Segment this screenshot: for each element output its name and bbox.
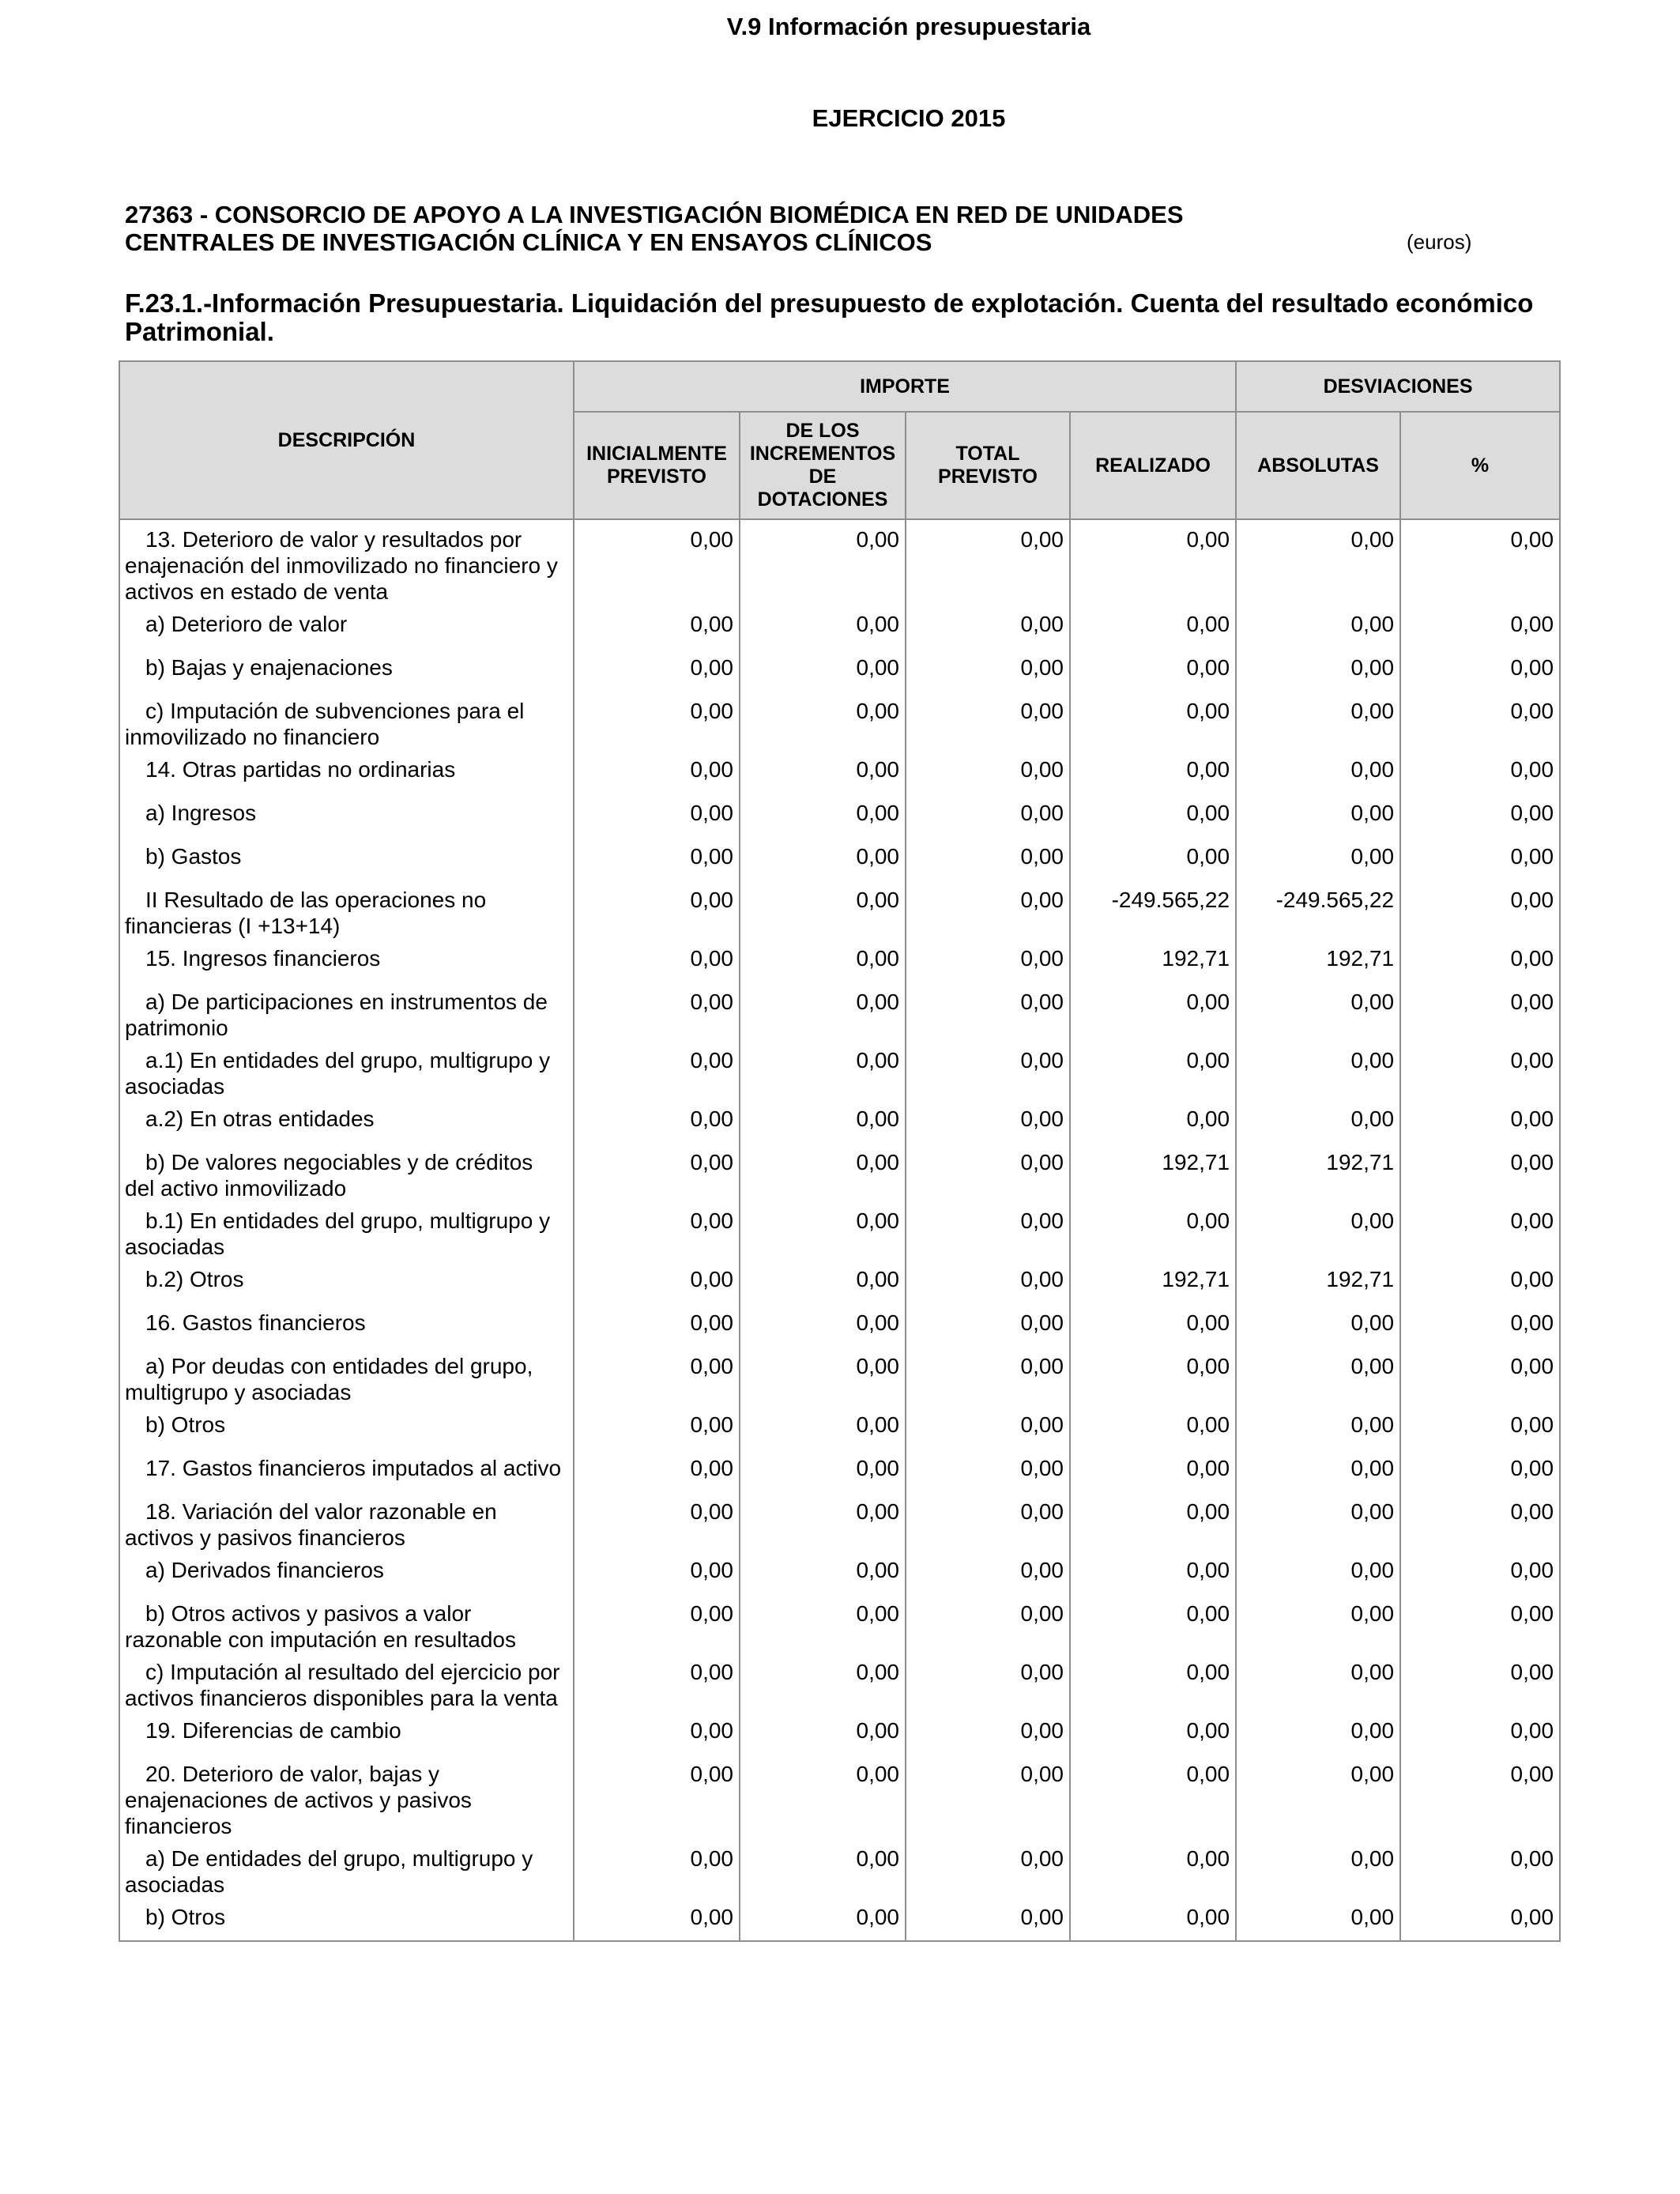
cell-incrementos: 0,00 [740, 1303, 906, 1347]
row-description [119, 1492, 574, 1551]
cell-percent: 0,00 [1400, 1653, 1560, 1711]
cell-inicialmente-previsto: 0,00 [574, 1492, 740, 1551]
cell-realizado: 0,00 [1070, 1201, 1236, 1260]
cell-total-previsto: 0,00 [906, 648, 1070, 692]
cell-incrementos: 0,00 [740, 1755, 906, 1839]
cell-inicialmente-previsto: 0,00 [574, 1898, 740, 1941]
row-description [119, 1839, 574, 1898]
table-row [119, 1303, 1560, 1347]
cell-total-previsto: 0,00 [906, 750, 1070, 794]
cell-absolutas: 0,00 [1236, 605, 1400, 648]
table-row [119, 1099, 1560, 1143]
cell-inicialmente-previsto: 0,00 [574, 1711, 740, 1755]
cell-total-previsto: 0,00 [906, 519, 1070, 605]
cell-inicialmente-previsto: 0,00 [574, 1594, 740, 1653]
cell-absolutas: 0,00 [1236, 1099, 1400, 1143]
cell-percent: 0,00 [1400, 692, 1560, 750]
header-incr-line4: DOTACIONES [757, 488, 888, 511]
table-row [119, 1449, 1560, 1492]
row-description [119, 1303, 574, 1347]
row-description [119, 1099, 574, 1143]
cell-absolutas: 0,00 [1236, 1449, 1400, 1492]
header-total-previsto [906, 412, 1070, 519]
row-description-text: a) Derivados financieros [145, 1558, 384, 1582]
table-row [119, 794, 1560, 837]
units-label: (euros) [1407, 230, 1472, 254]
cell-incrementos: 0,00 [740, 1898, 906, 1941]
table-row [119, 982, 1560, 1041]
cell-incrementos: 0,00 [740, 1492, 906, 1551]
table-row [119, 1201, 1560, 1260]
cell-realizado: 0,00 [1070, 1347, 1236, 1405]
cell-inicialmente-previsto: 0,00 [574, 1653, 740, 1711]
cell-total-previsto: 0,00 [906, 1839, 1070, 1898]
cell-realizado: 0,00 [1070, 750, 1236, 794]
cell-absolutas: 192,71 [1236, 939, 1400, 982]
cell-incrementos: 0,00 [740, 1201, 906, 1260]
cell-percent: 0,00 [1400, 1201, 1560, 1260]
cell-incrementos: 0,00 [740, 1405, 906, 1449]
row-description-text: a) De participaciones en instrumentos de patrimonio [125, 990, 548, 1040]
cell-absolutas: 192,71 [1236, 1260, 1400, 1303]
cell-inicialmente-previsto: 0,00 [574, 692, 740, 750]
cell-absolutas: 0,00 [1236, 1405, 1400, 1449]
table-row [119, 1551, 1560, 1594]
row-description-text: b) Otros [145, 1412, 226, 1437]
cell-incrementos: 0,00 [740, 1347, 906, 1405]
cell-percent: 0,00 [1400, 1898, 1560, 1941]
table-row [119, 939, 1560, 982]
header-inicial-line1: INICIALMENTE [586, 443, 727, 465]
cell-total-previsto: 0,00 [906, 939, 1070, 982]
cell-realizado: 0,00 [1070, 837, 1236, 880]
cell-incrementos: 0,00 [740, 1711, 906, 1755]
cell-realizado: 0,00 [1070, 982, 1236, 1041]
row-description [119, 1653, 574, 1711]
cell-inicialmente-previsto: 0,00 [574, 794, 740, 837]
cell-percent: 0,00 [1400, 1041, 1560, 1099]
cell-total-previsto: 0,00 [906, 794, 1070, 837]
cell-percent: 0,00 [1400, 982, 1560, 1041]
cell-incrementos: 0,00 [740, 1041, 906, 1099]
table-row [119, 519, 1560, 605]
row-description [119, 880, 574, 939]
row-description [119, 982, 574, 1041]
row-description [119, 750, 574, 794]
cell-incrementos: 0,00 [740, 519, 906, 605]
table-row [119, 692, 1560, 750]
cell-percent: 0,00 [1400, 1492, 1560, 1551]
cell-total-previsto: 0,00 [906, 1099, 1070, 1143]
row-description [119, 1347, 574, 1405]
cell-inicialmente-previsto: 0,00 [574, 1201, 740, 1260]
cell-percent: 0,00 [1400, 1260, 1560, 1303]
cell-realizado: 0,00 [1070, 1898, 1236, 1941]
row-description [119, 605, 574, 648]
row-description [119, 939, 574, 982]
cell-inicialmente-previsto: 0,00 [574, 837, 740, 880]
cell-total-previsto: 0,00 [906, 1260, 1070, 1303]
cell-percent: 0,00 [1400, 750, 1560, 794]
cell-absolutas: 0,00 [1236, 1041, 1400, 1099]
header-incr-line3: DE [808, 466, 837, 488]
table-row [119, 880, 1560, 939]
cell-percent: 0,00 [1400, 605, 1560, 648]
cell-inicialmente-previsto: 0,00 [574, 519, 740, 605]
cell-absolutas: 0,00 [1236, 1303, 1400, 1347]
cell-total-previsto: 0,00 [906, 1594, 1070, 1653]
cell-incrementos: 0,00 [740, 648, 906, 692]
cell-inicialmente-previsto: 0,00 [574, 982, 740, 1041]
cell-total-previsto: 0,00 [906, 1303, 1070, 1347]
cell-percent: 0,00 [1400, 1099, 1560, 1143]
row-description-text: 14. Otras partidas no ordinarias [145, 757, 456, 782]
row-description-text: 18. Variación del valor razonable en activos y pasivos financieros [125, 1499, 497, 1550]
cell-incrementos: 0,00 [740, 1551, 906, 1594]
report-title: F.23.1.-Información Presupuestaria. Liquidación del presupuesto de explotación. Cuenta del resultado económico Patrimonial. [125, 288, 1534, 346]
cell-realizado: 0,00 [1070, 692, 1236, 750]
cell-absolutas: 0,00 [1236, 1898, 1400, 1941]
cell-percent: 0,00 [1400, 1347, 1560, 1405]
table-row [119, 837, 1560, 880]
cell-absolutas: 0,00 [1236, 982, 1400, 1041]
cell-absolutas: 0,00 [1236, 1551, 1400, 1594]
row-description [119, 1405, 574, 1449]
cell-incrementos: 0,00 [740, 1260, 906, 1303]
header-percent: % [1400, 412, 1560, 519]
header-descripcion: DESCRIPCIÓN [119, 361, 574, 519]
header-inicial-line2: PREVISTO [607, 466, 706, 488]
cell-inicialmente-previsto: 0,00 [574, 1099, 740, 1143]
row-description-text: a.2) En otras entidades [145, 1106, 375, 1131]
budget-table [119, 360, 1561, 1942]
cell-inicialmente-previsto: 0,00 [574, 1041, 740, 1099]
table-row [119, 1653, 1560, 1711]
cell-total-previsto: 0,00 [906, 1551, 1070, 1594]
header-desviaciones: DESVIACIONES [1236, 361, 1560, 412]
cell-total-previsto: 0,00 [906, 982, 1070, 1041]
table-row [119, 605, 1560, 648]
fiscal-year: EJERCICIO 2015 [812, 104, 1006, 132]
cell-absolutas: 0,00 [1236, 1653, 1400, 1711]
cell-realizado: 0,00 [1070, 1041, 1236, 1099]
cell-incrementos: 0,00 [740, 794, 906, 837]
cell-realizado: 0,00 [1070, 1303, 1236, 1347]
row-description [119, 692, 574, 750]
row-description [119, 1143, 574, 1201]
cell-realizado: 0,00 [1070, 1594, 1236, 1653]
cell-absolutas: 0,00 [1236, 1755, 1400, 1839]
row-description [119, 1594, 574, 1653]
entity-name [125, 201, 1358, 256]
cell-absolutas: 0,00 [1236, 1839, 1400, 1898]
cell-percent: 0,00 [1400, 1755, 1560, 1839]
header-realizado: REALIZADO [1070, 412, 1236, 519]
table-row [119, 1711, 1560, 1755]
cell-absolutas: 0,00 [1236, 837, 1400, 880]
cell-total-previsto: 0,00 [906, 880, 1070, 939]
row-description-text: 19. Diferencias de cambio [145, 1718, 401, 1743]
cell-total-previsto: 0,00 [906, 1711, 1070, 1755]
row-description-text: b) Gastos [145, 844, 242, 869]
cell-incrementos: 0,00 [740, 1143, 906, 1201]
row-description-text: c) Imputación al resultado del ejercicio por activos financieros disponibles para la venta [125, 1660, 560, 1710]
row-description [119, 1449, 574, 1492]
cell-total-previsto: 0,00 [906, 1492, 1070, 1551]
cell-percent: 0,00 [1400, 1711, 1560, 1755]
cell-realizado: 0,00 [1070, 1099, 1236, 1143]
header-total-line1: TOTAL [955, 443, 1020, 465]
cell-inicialmente-previsto: 0,00 [574, 605, 740, 648]
cell-inicialmente-previsto: 0,00 [574, 939, 740, 982]
row-description-text: a.1) En entidades del grupo, multigrupo y asociadas [125, 1048, 551, 1099]
cell-realizado: 0,00 [1070, 1449, 1236, 1492]
cell-incrementos: 0,00 [740, 939, 906, 982]
cell-inicialmente-previsto: 0,00 [574, 750, 740, 794]
header-incr-line1: DE LOS [785, 420, 860, 442]
cell-total-previsto: 0,00 [906, 1755, 1070, 1839]
cell-realizado: 0,00 [1070, 794, 1236, 837]
row-description-text: a) Ingresos [145, 801, 257, 825]
cell-absolutas: 0,00 [1236, 794, 1400, 837]
cell-percent: 0,00 [1400, 1839, 1560, 1898]
table-row [119, 1260, 1560, 1303]
cell-realizado: 0,00 [1070, 1405, 1236, 1449]
cell-inicialmente-previsto: 0,00 [574, 1405, 740, 1449]
table-row [119, 1898, 1560, 1941]
cell-percent: 0,00 [1400, 1449, 1560, 1492]
cell-percent: 0,00 [1400, 837, 1560, 880]
row-description [119, 1041, 574, 1099]
row-description-text: a) Deterioro de valor [145, 612, 348, 636]
cell-realizado: 0,00 [1070, 1839, 1236, 1898]
cell-realizado: 0,00 [1070, 605, 1236, 648]
table-row [119, 1492, 1560, 1551]
cell-inicialmente-previsto: 0,00 [574, 1551, 740, 1594]
cell-realizado: 0,00 [1070, 648, 1236, 692]
row-description-text: b) Otros activos y pasivos a valor razonable con imputación en resultados [125, 1601, 516, 1652]
table-body [119, 519, 1560, 1941]
cell-incrementos: 0,00 [740, 880, 906, 939]
header-total-line2: PREVISTO [938, 466, 1038, 488]
row-description [119, 1711, 574, 1755]
cell-percent: 0,00 [1400, 1303, 1560, 1347]
cell-absolutas: 0,00 [1236, 692, 1400, 750]
cell-absolutas: 0,00 [1236, 1347, 1400, 1405]
cell-incrementos: 0,00 [740, 692, 906, 750]
cell-incrementos: 0,00 [740, 1594, 906, 1653]
table-row [119, 1839, 1560, 1898]
header-importe: IMPORTE [574, 361, 1236, 412]
table-row [119, 1405, 1560, 1449]
cell-total-previsto: 0,00 [906, 1143, 1070, 1201]
cell-percent: 0,00 [1400, 1405, 1560, 1449]
row-description [119, 519, 574, 605]
row-description-text: b) Bajas y enajenaciones [145, 655, 393, 680]
row-description-text: a) Por deudas con entidades del grupo, multigrupo y asociadas [125, 1354, 533, 1404]
table-row [119, 1594, 1560, 1653]
header-inicialmente-previsto [574, 412, 740, 519]
row-description-text: 16. Gastos financieros [145, 1310, 366, 1335]
row-description-text: 13. Deterioro de valor y resultados por enajenación del inmovilizado no financiero y activos en estado de venta [125, 527, 558, 604]
cell-total-previsto: 0,00 [906, 1449, 1070, 1492]
cell-realizado: 0,00 [1070, 1492, 1236, 1551]
table-row [119, 1143, 1560, 1201]
cell-total-previsto: 0,00 [906, 605, 1070, 648]
cell-total-previsto: 0,00 [906, 837, 1070, 880]
row-description-text: b) De valores negociables y de créditos del activo inmovilizado [125, 1150, 533, 1201]
row-description-text: b.2) Otros [145, 1267, 244, 1291]
cell-inicialmente-previsto: 0,00 [574, 1839, 740, 1898]
cell-total-previsto: 0,00 [906, 692, 1070, 750]
cell-inicialmente-previsto: 0,00 [574, 880, 740, 939]
table-row [119, 648, 1560, 692]
cell-total-previsto: 0,00 [906, 1041, 1070, 1099]
cell-absolutas: 0,00 [1236, 750, 1400, 794]
entity-name-line2: CENTRALES DE INVESTIGACIÓN CLÍNICA Y EN ENSAYOS CLÍNICOS [125, 228, 932, 256]
cell-realizado: 0,00 [1070, 519, 1236, 605]
cell-realizado: 0,00 [1070, 1551, 1236, 1594]
cell-incrementos: 0,00 [740, 605, 906, 648]
cell-incrementos: 0,00 [740, 750, 906, 794]
row-description-text: 17. Gastos financieros imputados al activo [145, 1456, 562, 1480]
entity-name-line1: 27363 - CONSORCIO DE APOYO A LA INVESTIGACIÓN BIOMÉDICA EN RED DE UNIDADES [125, 201, 1184, 228]
table-row [119, 750, 1560, 794]
cell-realizado: 192,71 [1070, 939, 1236, 982]
cell-incrementos: 0,00 [740, 1839, 906, 1898]
cell-total-previsto: 0,00 [906, 1201, 1070, 1260]
cell-realizado: 192,71 [1070, 1143, 1236, 1201]
row-description-text: b) Otros [145, 1905, 226, 1929]
cell-absolutas: -249.565,22 [1236, 880, 1400, 939]
row-description [119, 648, 574, 692]
cell-absolutas: 0,00 [1236, 648, 1400, 692]
cell-realizado: 0,00 [1070, 1653, 1236, 1711]
row-description [119, 794, 574, 837]
cell-absolutas: 0,00 [1236, 1201, 1400, 1260]
header-incrementos [740, 412, 906, 519]
cell-percent: 0,00 [1400, 519, 1560, 605]
cell-inicialmente-previsto: 0,00 [574, 1449, 740, 1492]
cell-percent: 0,00 [1400, 1594, 1560, 1653]
row-description-text: II Resultado de las operaciones no financieras (I +13+14) [125, 888, 487, 938]
row-description [119, 1551, 574, 1594]
cell-total-previsto: 0,00 [906, 1653, 1070, 1711]
cell-realizado: 0,00 [1070, 1755, 1236, 1839]
table-row [119, 1041, 1560, 1099]
cell-incrementos: 0,00 [740, 982, 906, 1041]
cell-incrementos: 0,00 [740, 1449, 906, 1492]
cell-realizado: -249.565,22 [1070, 880, 1236, 939]
cell-percent: 0,00 [1400, 794, 1560, 837]
table-row [119, 1347, 1560, 1405]
cell-total-previsto: 0,00 [906, 1405, 1070, 1449]
header-incr-line2: INCREMENTOS [749, 443, 896, 465]
row-description [119, 1898, 574, 1941]
cell-inicialmente-previsto: 0,00 [574, 648, 740, 692]
cell-total-previsto: 0,00 [906, 1347, 1070, 1405]
cell-realizado: 0,00 [1070, 1711, 1236, 1755]
row-description-text: b.1) En entidades del grupo, multigrupo y asociadas [125, 1208, 551, 1259]
header-absolutas: ABSOLUTAS [1236, 412, 1400, 519]
cell-percent: 0,00 [1400, 1143, 1560, 1201]
cell-absolutas: 192,71 [1236, 1143, 1400, 1201]
row-description-text: 15. Ingresos financieros [145, 946, 381, 971]
cell-inicialmente-previsto: 0,00 [574, 1303, 740, 1347]
row-description [119, 1260, 574, 1303]
row-description-text: 20. Deterioro de valor, bajas y enajenaciones de activos y pasivos financieros [125, 1762, 472, 1838]
table-row [119, 1755, 1560, 1839]
cell-inicialmente-previsto: 0,00 [574, 1755, 740, 1839]
row-description [119, 1201, 574, 1260]
cell-percent: 0,00 [1400, 880, 1560, 939]
cell-incrementos: 0,00 [740, 1653, 906, 1711]
cell-inicialmente-previsto: 0,00 [574, 1143, 740, 1201]
cell-percent: 0,00 [1400, 939, 1560, 982]
row-description-text: a) De entidades del grupo, multigrupo y asociadas [125, 1846, 533, 1897]
cell-absolutas: 0,00 [1236, 1711, 1400, 1755]
row-description [119, 837, 574, 880]
cell-inicialmente-previsto: 0,00 [574, 1347, 740, 1405]
section-title: V.9 Información presupuestaria [726, 13, 1091, 40]
row-description [119, 1755, 574, 1839]
cell-absolutas: 0,00 [1236, 1492, 1400, 1551]
cell-percent: 0,00 [1400, 648, 1560, 692]
cell-inicialmente-previsto: 0,00 [574, 1260, 740, 1303]
cell-absolutas: 0,00 [1236, 519, 1400, 605]
cell-total-previsto: 0,00 [906, 1898, 1070, 1941]
cell-incrementos: 0,00 [740, 837, 906, 880]
row-description-text: c) Imputación de subvenciones para el inmovilizado no financiero [125, 699, 525, 749]
cell-realizado: 192,71 [1070, 1260, 1236, 1303]
cell-percent: 0,00 [1400, 1551, 1560, 1594]
cell-incrementos: 0,00 [740, 1099, 906, 1143]
cell-absolutas: 0,00 [1236, 1594, 1400, 1653]
